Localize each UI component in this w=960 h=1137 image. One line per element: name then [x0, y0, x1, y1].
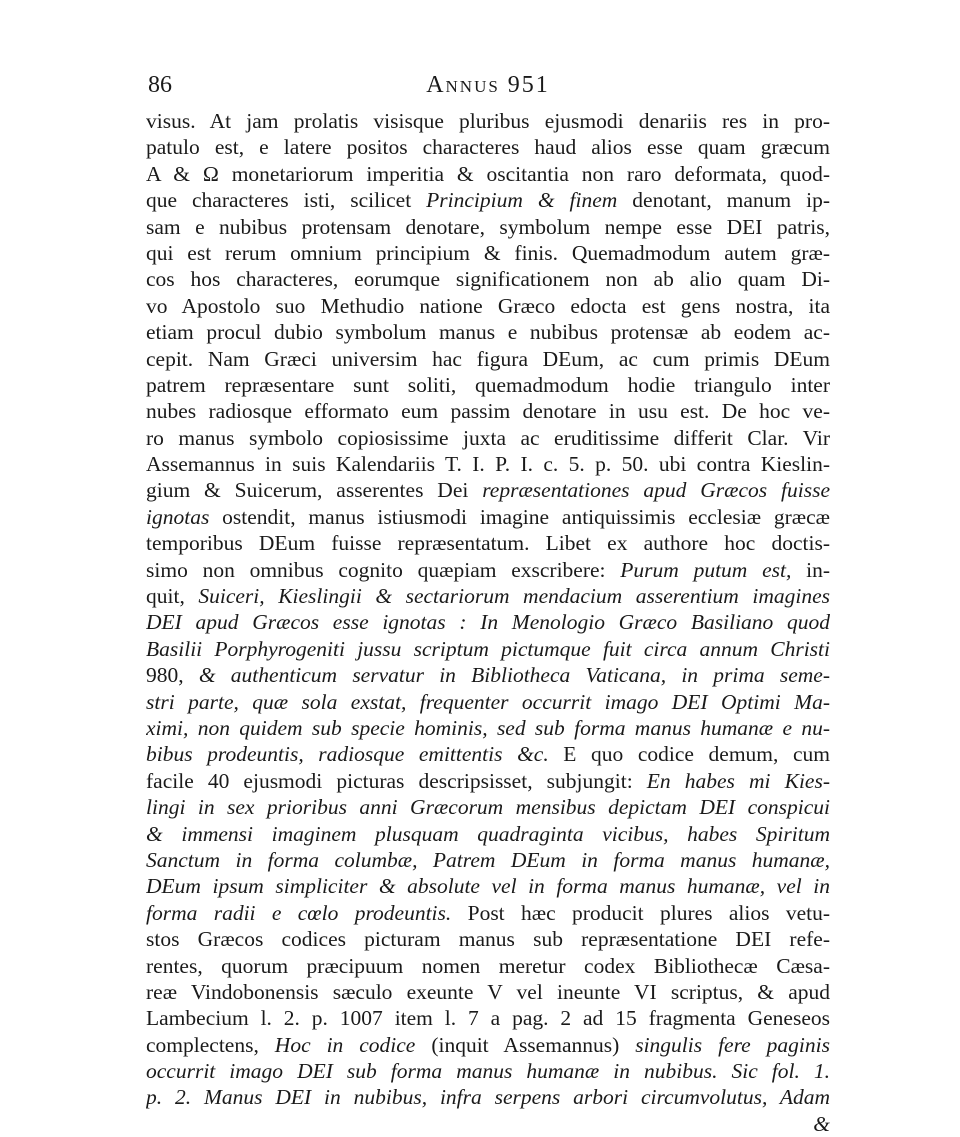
roman-text: gium & Suicerum, asserentes Dei — [146, 478, 483, 503]
text-line — [146, 715, 830, 741]
italic-text: lingi in sex prioribus anni Græcorum mensibus depictam DEI conspicui — [146, 795, 830, 820]
roman-text: stos Græcos codices picturam manus sub repræsentatione DEI refe- — [146, 927, 830, 952]
text-line — [146, 1032, 830, 1058]
text-line — [146, 926, 830, 952]
text-line — [146, 873, 830, 899]
roman-text: cos hos characteres, eorumque significationem non ab alio quam Di- — [146, 267, 830, 292]
text-line — [146, 583, 830, 609]
text-line — [146, 398, 830, 424]
text-line — [146, 504, 830, 530]
italic-text: Principium & finem — [426, 188, 618, 213]
roman-text: nubes radiosque efformato eum passim denotare in usu est. De hoc ve- — [146, 399, 830, 424]
body-text — [146, 108, 830, 1137]
roman-text: Assemannus in suis Kalendariis T. I. P. I. c. 5. p. 50. ubi contra Kieslin- — [146, 452, 830, 477]
roman-text: ro manus symbolo copiosissime juxta ac eruditissime differit Clar. Vir — [146, 425, 830, 450]
roman-text: (inquit Assemannus) — [415, 1032, 636, 1057]
italic-text: DEum ipsum simpliciter & absolute vel in forma manus humanæ, vel in — [146, 874, 830, 899]
italic-text: singulis fere paginis — [635, 1032, 830, 1057]
text-line — [146, 293, 830, 319]
text-line — [146, 214, 830, 240]
text-line — [146, 609, 830, 635]
roman-text: sam e nubibus protensam denotare, symbolum nempe esse DEI patris, — [146, 214, 830, 239]
text-line — [146, 900, 830, 926]
roman-text: cepit. Nam Græci universim hac figura DEum, ac cum primis DEum — [146, 346, 830, 371]
text-line — [146, 477, 830, 503]
roman-text: A & Ω monetariorum imperitia & oscitantia non raro deformata, quod- — [146, 161, 830, 186]
text-line — [146, 953, 830, 979]
roman-text: simo non omnibus cognito quæpiam exscribere: — [146, 557, 621, 582]
roman-text: visus. At jam prolatis visisque pluribus ejusmodi denariis res in pro- — [146, 109, 830, 133]
roman-text: que characteres isti, scilicet — [146, 188, 427, 213]
text-line — [146, 847, 830, 873]
text-line — [146, 1058, 830, 1084]
text-line — [146, 372, 830, 398]
text-line — [146, 768, 830, 794]
italic-text: & authenticum servatur in Bibliotheca Vaticana, in prima seme- — [198, 663, 830, 688]
italic-text: En habes mi Kies- — [646, 768, 830, 793]
text-line — [146, 530, 830, 556]
italic-text: bibus prodeuntis, radiosque emittentis &c. — [146, 742, 549, 767]
page-number: 86 — [148, 72, 172, 98]
text-line — [146, 451, 830, 477]
italic-text: Basilii Porphyrogeniti jussu scriptum pictumque fuit circa annum Christi — [146, 636, 830, 661]
italic-text: & immensi imaginem plusquam quadraginta vicibus, habes Spiritum — [146, 821, 830, 846]
roman-text: in- — [791, 557, 830, 582]
roman-text: reæ Vindobonensis sæculo exeunte V vel ineunte VI scriptus, & apud — [146, 979, 830, 1004]
roman-text: temporibus DEum fuisse repræsentatum. Libet ex authore hoc doctis- — [146, 531, 830, 556]
text-line — [146, 187, 830, 213]
text-line — [146, 161, 830, 187]
text-line — [146, 741, 830, 767]
text-line — [146, 794, 830, 820]
text-line — [146, 346, 830, 372]
roman-text: qui est rerum omnium principium & finis. Quemadmodum autem græ- — [146, 240, 830, 265]
roman-text: Post hæc producit plures alios vetu- — [451, 900, 830, 925]
text-line — [146, 557, 830, 583]
roman-text: patrem repræsentare sunt soliti, quemadmodum hodie triangulo inter — [146, 372, 830, 397]
italic-text: ignotas — [146, 504, 210, 529]
italic-text: Purum putum est, — [620, 557, 792, 582]
roman-text: rentes, quorum præcipuum nomen meretur codex Bibliothecæ Cæsa- — [146, 953, 830, 978]
text-line — [146, 266, 830, 292]
text-line — [146, 1084, 830, 1110]
italic-text: DEI apud Græcos esse ignotas : In Menologio Græco Basiliano quod — [146, 610, 830, 635]
italic-text: stri parte, quæ sola exstat, frequenter occurrit imago DEI Optimi Ma- — [146, 689, 830, 714]
text-line — [146, 662, 830, 688]
text-line — [146, 319, 830, 345]
italic-text: p. 2. Manus DEI in nubibus, infra serpens arbori circumvolutus, Adam — [146, 1085, 830, 1110]
roman-text: patulo est, e latere positos characteres haud alios esse quam græcum — [146, 135, 830, 160]
roman-text: 980, — [146, 663, 199, 688]
italic-text: Sanctum in forma columbæ, Patrem DEum in forma manus humanæ, — [146, 847, 830, 872]
text-line — [146, 979, 830, 1005]
roman-text: ostendit, manus istiusmodi imagine antiquissimis ecclesiæ græcæ — [209, 504, 830, 529]
running-title: Annus 951 — [426, 72, 550, 98]
text-line — [146, 821, 830, 847]
roman-text: vo Apostolo suo Methudio natione Græco edocta est gens nostra, ita — [146, 293, 830, 318]
text-line — [146, 134, 830, 160]
roman-text: E quo codice demum, cum — [548, 742, 830, 767]
italic-text: Hoc in codice — [274, 1032, 416, 1057]
text-line — [146, 689, 830, 715]
italic-text: occurrit imago DEI sub forma manus humanæ in nubibus. Sic fol. 1. — [146, 1059, 830, 1084]
text-line — [146, 1111, 830, 1137]
running-head — [148, 72, 828, 102]
italic-text: Suiceri, Kieslingii & sectariorum mendacium asserentium imagines — [198, 584, 830, 609]
text-line — [146, 1005, 830, 1031]
italic-text: repræsentationes apud Græcos fuisse — [482, 478, 830, 503]
text-line — [146, 108, 830, 134]
text-line — [146, 425, 830, 451]
roman-text: Lambecium l. 2. p. 1007 item l. 7 a pag. 2 ad 15 fragmenta Geneseos — [146, 1006, 830, 1031]
roman-text: quit, — [146, 584, 199, 609]
roman-text: complectens, — [146, 1032, 275, 1057]
roman-text: denotant, manum ip- — [617, 188, 830, 213]
text-line — [146, 636, 830, 662]
italic-text: forma radii e cœlo prodeuntis. — [146, 900, 452, 925]
italic-text: ximi, non quidem sub specie hominis, sed sub forma manus humanæ e nu- — [146, 715, 830, 740]
roman-text: etiam procul dubio symbolum manus e nubibus protensæ ab eodem ac- — [146, 320, 830, 345]
roman-text: facile 40 ejusmodi picturas descripsisset, subjungit: — [146, 768, 647, 793]
text-line — [146, 240, 830, 266]
italic-text: & — [813, 1111, 830, 1136]
